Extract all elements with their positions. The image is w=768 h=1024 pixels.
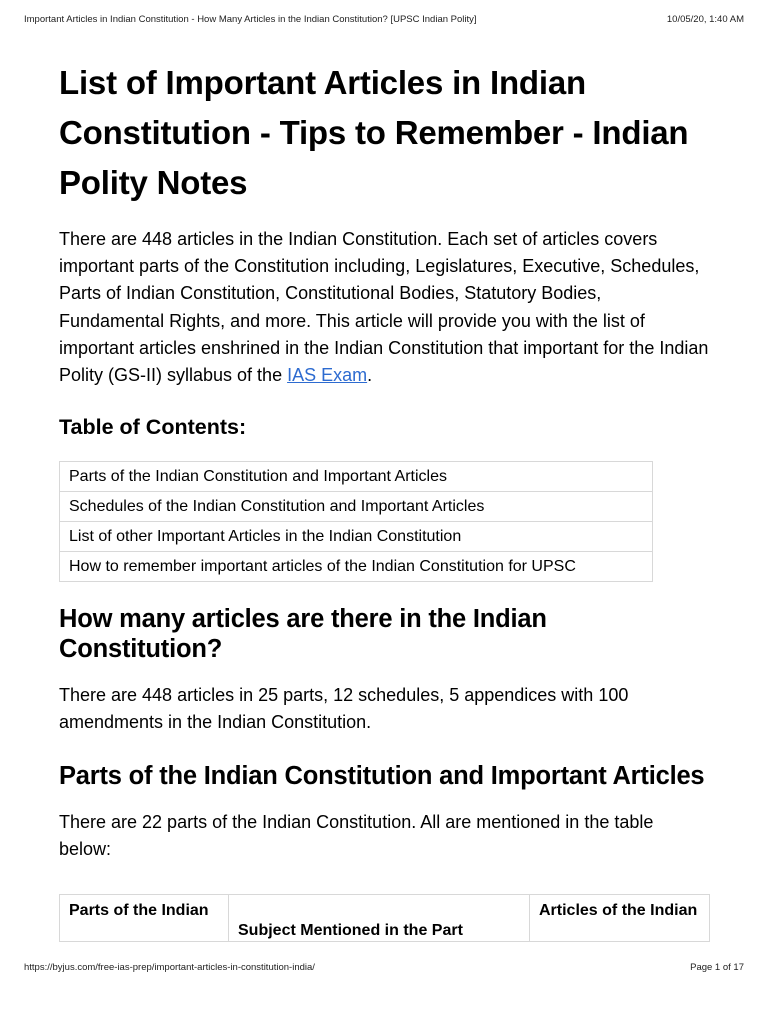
toc-row[interactable] [60,522,653,552]
section-paragraph-parts: There are 22 parts of the Indian Constitution. All are mentioned in the table below: [59,811,654,859]
toc-item[interactable]: How to remember important articles of the Indian Constitution for UPSC [60,552,653,582]
parts-table [59,894,710,942]
print-header [24,14,744,28]
page-title: List of Important Articles in Indian Constitution - Tips to Remember - Indian Polity Notes [59,64,689,201]
article-content [59,58,714,863]
table-header-cell: Subject Mentioned in the Part [229,895,530,942]
toc-row[interactable] [60,492,653,522]
print-page-number: Page 1 of 17 [690,962,744,973]
table-header-row [60,895,710,942]
toc-item[interactable]: Parts of the Indian Constitution and Important Articles [60,462,653,492]
toc-row[interactable] [60,462,653,492]
toc-item[interactable]: List of other Important Articles in the Indian Constitution [60,522,653,552]
toc-heading: Table of Contents: [59,415,247,440]
section-heading-parts: Parts of the Indian Constitution and Important Articles [59,761,705,790]
intro-text: There are 448 articles in the Indian Constitution. Each set of articles covers important parts of the Constitution including, Legislatures, Executive, Schedules, Parts of Indian Constitution, Constitutional Bodies, Statutory Bodies, Fundamental Rights, and more. This article will provide you with the list of important articles enshrined in the Indian Constitution that important for the Indian Polity (GS-II) syllabus of the [59,229,709,386]
print-page-title: Important Articles in Indian Constitution - How Many Articles in the Indian Constitution? [UPSC Indian Polity] [24,14,477,25]
toc-row[interactable] [60,552,653,582]
intro-end: . [367,365,373,386]
print-url: https://byjus.com/free-ias-prep/important-articles-in-constitution-india/ [24,962,315,973]
section-paragraph-article-count: There are 448 articles in 25 parts, 12 schedules, 5 appendices with 100 amendments in the Indian Constitution. [59,685,629,733]
table-header-cell: Parts of the Indian [60,895,229,942]
intro-paragraph [59,226,709,389]
print-datetime: 10/05/20, 1:40 AM [666,14,744,25]
print-footer [24,962,744,976]
section-heading-article-count: How many articles are there in the Indian Constitution? [59,605,547,664]
toc-item[interactable]: Schedules of the Indian Constitution and Important Articles [60,492,653,522]
table-header-cell: Articles of the Indian [530,895,710,942]
table-of-contents [59,461,653,582]
ias-exam-link[interactable]: IAS Exam [287,365,368,386]
